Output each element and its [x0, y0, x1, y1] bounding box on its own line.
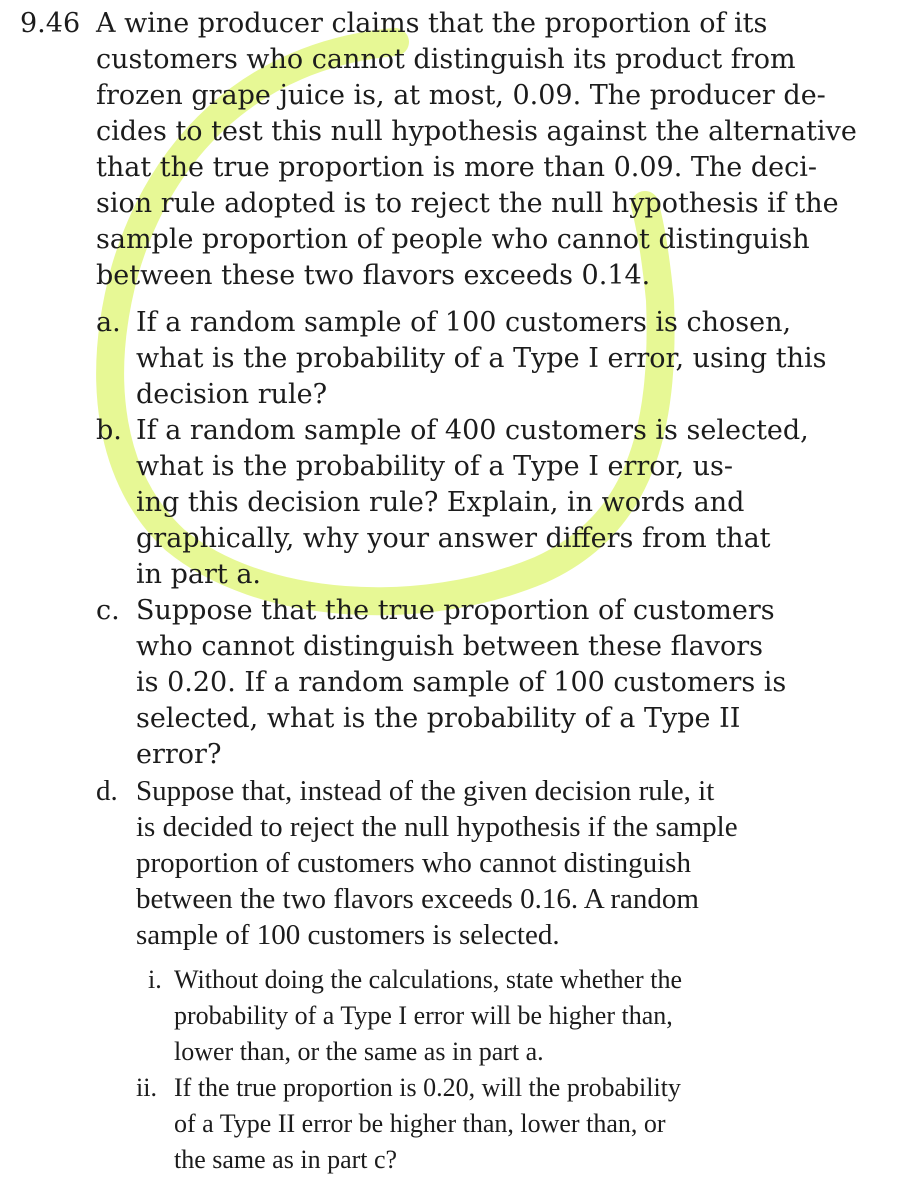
- part-line: selected, what is the probability of a Type II: [136, 703, 741, 734]
- subpart-line: If the true proportion is 0.20, will the probability: [174, 1073, 681, 1102]
- problem-line: sion rule adopted is to reject the null hypothesis if the: [96, 188, 839, 219]
- problem-line: A wine producer claims that the proportion of its: [96, 8, 768, 39]
- part-line: is 0.20. If a random sample of 100 customers is: [136, 667, 787, 698]
- part-line: Suppose that the true proportion of customers: [136, 595, 775, 626]
- subpart-line: the same as in part c?: [174, 1145, 398, 1174]
- part-label: a.: [96, 307, 121, 338]
- part-label: d.: [96, 775, 118, 807]
- problem-line: that the true proportion is more than 0.09. The deci-: [96, 152, 817, 183]
- part-label: c.: [96, 595, 120, 626]
- part-line: sample of 100 customers is selected.: [136, 919, 560, 951]
- part-line: If a random sample of 100 customers is chosen,: [136, 307, 792, 338]
- problem-line: customers who cannot distinguish its product from: [96, 44, 796, 75]
- part-line: between the two flavors exceeds 0.16. A random: [136, 883, 699, 915]
- subpart-line: lower than, or the same as in part a.: [174, 1037, 544, 1066]
- part-line: what is the probability of a Type I error, us-: [136, 451, 733, 482]
- subpart-line: of a Type II error be higher than, lower than, or: [174, 1109, 666, 1138]
- subpart-line: Without doing the calculations, state whether the: [174, 965, 682, 994]
- part-line: is decided to reject the null hypothesis if the sample: [136, 811, 738, 843]
- part-line: If a random sample of 400 customers is selected,: [136, 415, 809, 446]
- problem-number: 9.46: [20, 8, 81, 39]
- part-line: decision rule?: [136, 379, 328, 410]
- part-line: in part a.: [136, 559, 262, 590]
- part-line: proportion of customers who cannot distinguish: [136, 847, 691, 879]
- problem-line: between these two flavors exceeds 0.14.: [96, 260, 651, 291]
- part-line: ing this decision rule? Explain, in words and: [136, 487, 745, 518]
- part-label: b.: [96, 415, 122, 446]
- subpart-label: i.: [148, 965, 162, 994]
- part-line: who cannot distinguish between these flavors: [136, 631, 763, 662]
- part-line: Suppose that, instead of the given decision rule, it: [136, 775, 715, 807]
- problem-line: frozen grape juice is, at most, 0.09. The producer de-: [96, 80, 826, 111]
- part-line: what is the probability of a Type I error, using this: [136, 343, 827, 374]
- subpart-line: probability of a Type I error will be higher than,: [174, 1001, 673, 1030]
- part-line: graphically, why your answer differs from that: [136, 523, 771, 554]
- problem-line: cides to test this null hypothesis against the alternative: [96, 116, 857, 147]
- subpart-label: ii.: [136, 1073, 157, 1102]
- problem-line: sample proportion of people who cannot distinguish: [96, 224, 810, 255]
- part-line: error?: [136, 739, 222, 770]
